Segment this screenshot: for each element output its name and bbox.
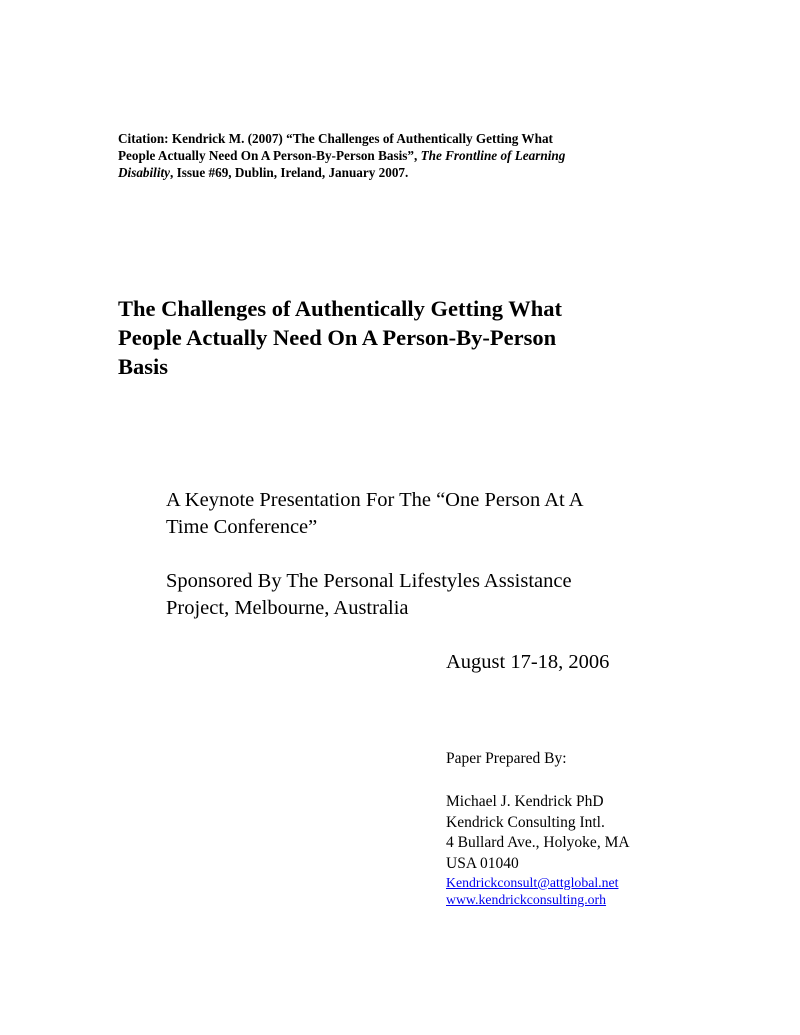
journal-title-part-1: The Frontline of Learning [420,148,566,163]
sponsor-description [166,568,726,622]
sponsor-line-2: Project, Melbourne, Australia [166,597,409,619]
keynote-line-2: Time Conference” [166,516,318,538]
citation-line-1: Citation: Kendrick M. (2007) “The Challenges of Authentically Getting What [118,131,553,146]
author-street-address: 4 Bullard Ave., Holyoke, MA [446,834,630,851]
citation-line-3 [118,164,678,181]
keynote-line-1: A Keynote Presentation For The “One Person At A [166,489,584,511]
website-link[interactable]: www.kendrickconsulting.orh [446,892,607,907]
citation-line-2 [118,147,678,164]
journal-title-part-2: Disability [118,165,171,180]
author-organization: Kendrick Consulting Intl. [446,813,605,831]
author-country-zip: USA 01040 [446,854,519,872]
author-name: Michael J. Kendrick PhD [446,793,604,810]
prepared-by-label: Paper Prepared By: [446,750,567,767]
email-link[interactable]: Kendrickconsult@attglobal.net [446,875,619,890]
sponsor-line-1: Sponsored By The Personal Lifestyles Assistance [166,570,572,592]
author-block [446,792,630,908]
document-title [118,294,718,381]
title-line-1: The Challenges of Authentically Getting What [118,296,562,321]
title-line-2: People Actually Need On A Person-By-Person [118,325,557,350]
citation-block [118,130,678,181]
title-line-3: Basis [118,354,169,379]
citation-line-2-text: People Actually Need On A Person-By-Person Basis”, [118,148,418,163]
keynote-description [166,487,726,541]
presentation-date: August 17-18, 2006 [446,651,610,673]
citation-line-3-text: , Issue #69, Dublin, Ireland, January 2007. [170,165,409,180]
